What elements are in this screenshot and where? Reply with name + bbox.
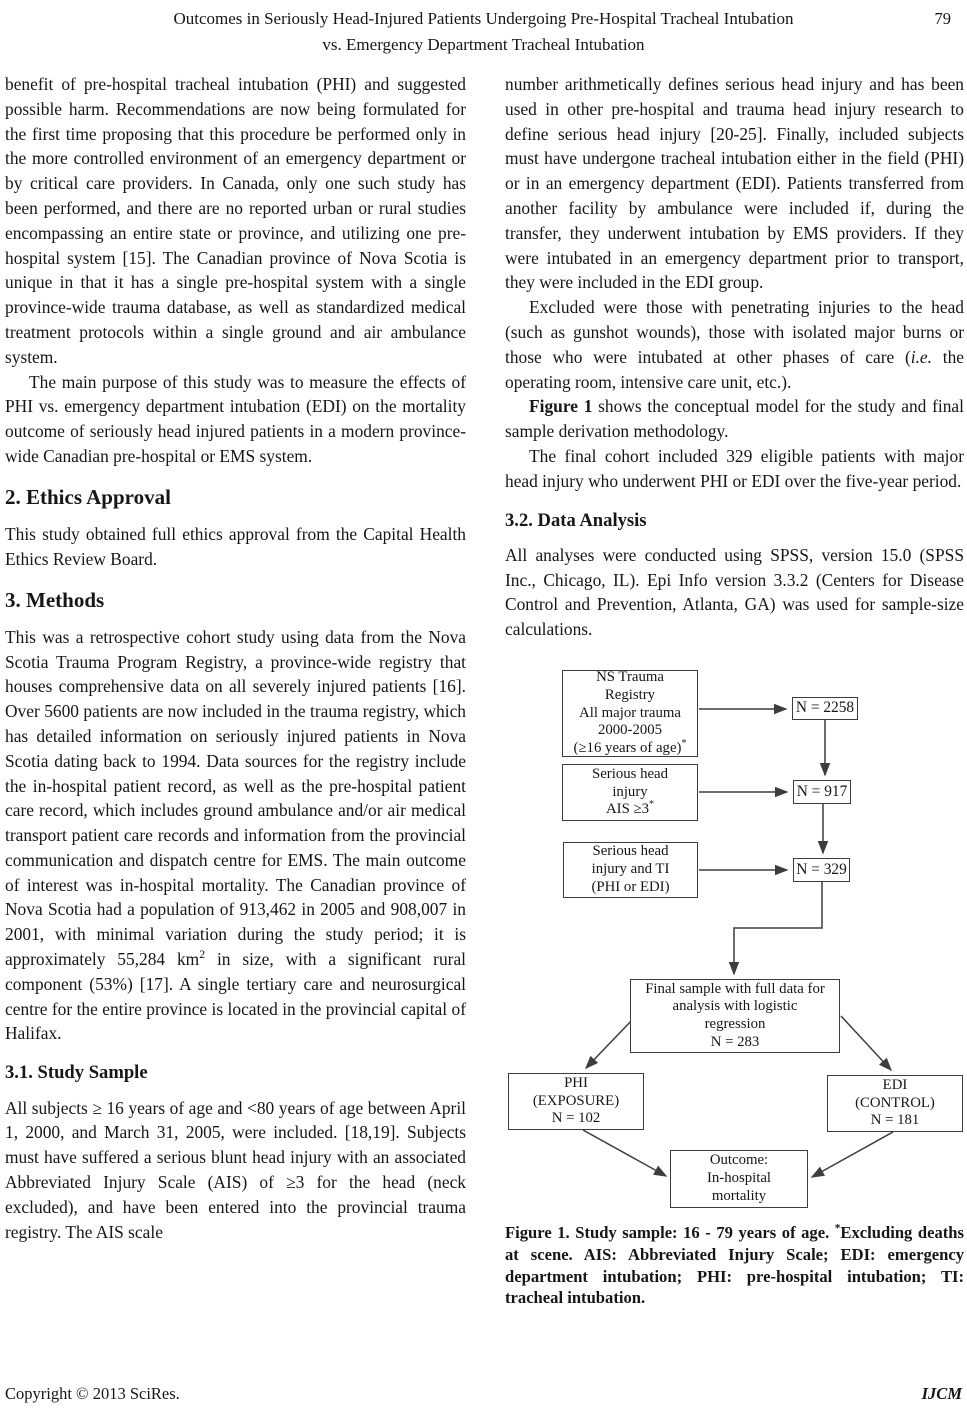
node-line: injury and TI [591, 861, 670, 878]
subsection-heading-data-analysis: 3.2. Data Analysis [505, 509, 647, 531]
page-footer [5, 1384, 962, 1404]
bold-text: Figure 1 [529, 396, 593, 417]
caption-text: Excluding deaths at scene. AIS: Abbreviated Injury Scale; EDI: emergency department intubation; PHI: pre-hospital intubation; TI: tracheal intubation. [505, 1223, 964, 1308]
node-text: (≥16 years of age) [573, 740, 682, 757]
node-line: Serious head [592, 843, 669, 860]
running-head-line2: vs. Emergency Department Tracheal Intubation [322, 35, 645, 54]
node-line: Serious head [591, 765, 669, 782]
paragraph [505, 394, 964, 444]
asterisk-superscript: * [681, 738, 687, 750]
running-head [80, 6, 887, 58]
flow-node-outcome [670, 1150, 808, 1208]
node-line: Final sample with full data for [645, 980, 825, 997]
flow-node-edi-control [827, 1075, 963, 1132]
node-text: AIS ≥3 [605, 801, 650, 818]
paragraph: benefit of pre-hospital tracheal intubation (PHI) and suggested possible harm. Recommendations are now being formulated for the first time proposing that this procedure be performed only in the more controlled environment of an emergency department or by critical care providers. In Canada, only one such study has been performed, and there are no reported urban or rural studies encompassing an entire state or province, and utilizing one pre-hospital system [15]. The Canadian province of Nova Scotia is unique in that it has a single pre-hospital system with a single province-wide trauma database, as well as standardized medical treatment protocols within a single ground and air ambulance system. [5, 74, 466, 367]
node-line: analysis with logistic [672, 998, 798, 1015]
asterisk-superscript: * [649, 799, 655, 811]
node-line: N = 283 [710, 1033, 760, 1050]
paragraph: The final cohort included 329 eligible patients with major head injury who underwent PHI or EDI over the five-year period. [505, 445, 964, 491]
right-column [505, 72, 964, 1309]
paragraph [505, 295, 964, 394]
paragraph [5, 625, 466, 1047]
node-line: Outcome: [709, 1152, 769, 1169]
node-line: N = 181 [870, 1112, 920, 1129]
paragraph: All analyses were conducted using SPSS, version 15.0 (SPSS Inc., Chicago, IL). Epi Info version 3.3.2 (Centers for Disease Control and Prevention, Atlanta, GA) was used for sample-size calculations. [505, 544, 964, 640]
paragraph: This study obtained full ethics approval from the Capital Health Ethics Review Board. [5, 523, 466, 569]
node-line: Registry [604, 686, 656, 703]
node-line [606, 801, 654, 819]
node-line: 2000-2005 [597, 722, 663, 739]
node-line: (PHI or EDI) [591, 878, 670, 895]
italic-text: i.e. [910, 346, 932, 367]
page-number: 79 [934, 9, 951, 28]
node-line: In-hospital [706, 1170, 772, 1187]
running-head-line1: Outcomes in Seriously Head-Injured Patients Undergoing Pre-Hospital Tracheal Intubation [173, 9, 794, 28]
node-line: N = 102 [551, 1110, 601, 1127]
flow-node-head-injury [562, 764, 698, 821]
node-line: (CONTROL) [855, 1094, 935, 1111]
node-line: injury [612, 783, 648, 800]
paragraph: The main purpose of this study was to measure the effects of PHI vs. emergency department intubation (EDI) on the mortality outcome of seriously head injured patients in a modern province-wide Canadian pre-hospital or EMS system. [5, 371, 466, 466]
journal-abbreviation: IJCM [921, 1384, 962, 1403]
node-line: regression [704, 1016, 766, 1033]
flow-node-registry [562, 670, 698, 757]
section-heading-methods: 3. Methods [5, 587, 105, 612]
figure-caption [505, 1222, 964, 1309]
paragraph-text: in size, with a significant rural component (53%) [17]. A single tertiary care and neurosurgical centre for the entire province is located in the provincial capital of Halifax. [5, 949, 466, 1044]
flow-node-n329: N = 329 [793, 858, 850, 882]
left-column [5, 72, 466, 1244]
node-line: mortality [711, 1187, 767, 1204]
paragraph-text: the operating room, intensive care unit, etc.). [505, 346, 964, 392]
asterisk-superscript: * [834, 1222, 841, 1235]
flow-node-final-sample [630, 979, 840, 1053]
copyright-text: Copyright © 2013 SciRes. [5, 1384, 180, 1403]
node-line [574, 740, 687, 758]
caption-text: Figure 1. Study sample: 16 - 79 years of age. [505, 1223, 835, 1243]
node-line: All major trauma [579, 704, 681, 721]
subsection-heading-study-sample: 3.1. Study Sample [5, 1062, 148, 1084]
superscript: 2 [199, 947, 206, 962]
node-line: NS Trauma [596, 669, 664, 686]
flow-node-n917: N = 917 [793, 780, 851, 804]
paragraph-text: Excluded were those with penetrating injuries to the head (such as gunshot wounds), those with isolated major burns or those who were intubated at other phases of care ( [505, 297, 964, 367]
paragraph: All subjects ≥ 16 years of age and <80 years of age between April 1, 2000, and March 31, 2005, were included. [18,19]. Subjects must have suffered a serious blunt head injury with an associated Abbreviated Injury Scale (AIS) of ≥3 for the head (neck excluded), and have been entered into the provincial trauma registry. The AIS scale [5, 1097, 466, 1242]
node-line: PHI [564, 1074, 588, 1091]
flow-node-ti [563, 842, 698, 898]
section-heading-ethics: 2. Ethics Approval [5, 484, 171, 509]
paragraph-text: This was a retrospective cohort study using data from the Nova Scotia Trauma Program Registry, a province-wide registry that houses comprehensive data on all severely injured patients [16]. Over 5600 patients are now included in the trauma registry, which has detailed information on seriously injured patients in Nova Scotia dating back to 1994. Data sources for the registry include the in-hospital patient record, as well as the pre-hospital patient care record, which includes ground ambulance and/or air medical transport patient care records and information from the provincial communication and dispatch centre for EMS. The main outcome of interest was in-hospital mortality. The Canadian province of Nova Scotia had a population of 913,462 in 2005 and 908,007 in 2001, with minimal variation during the study period; it is approximately 55,284 km [5, 626, 466, 970]
figure-1-flowchart [505, 664, 964, 1216]
paragraph: number arithmetically defines serious head injury and has been used in other pre-hospital and trauma head injury research to define serious head injury [20-25]. Finally, included subjects must have undergone tracheal intubation either in the field (PHI) or in an emergency department (EDI). Patients transferred from another facility by ambulance were included if, during the transfer, they underwent intubation by EMS providers. If they were intubated in an emergency department prior to transport, they were included in the EDI group. [505, 74, 964, 293]
flow-node-n2258: N = 2258 [792, 697, 858, 720]
paragraph-text: shows the conceptual model for the study and final sample derivation methodology. [505, 396, 964, 442]
flow-node-phi-exposure [508, 1073, 644, 1130]
node-line: (EXPOSURE) [532, 1092, 620, 1109]
node-line: EDI [882, 1076, 908, 1093]
